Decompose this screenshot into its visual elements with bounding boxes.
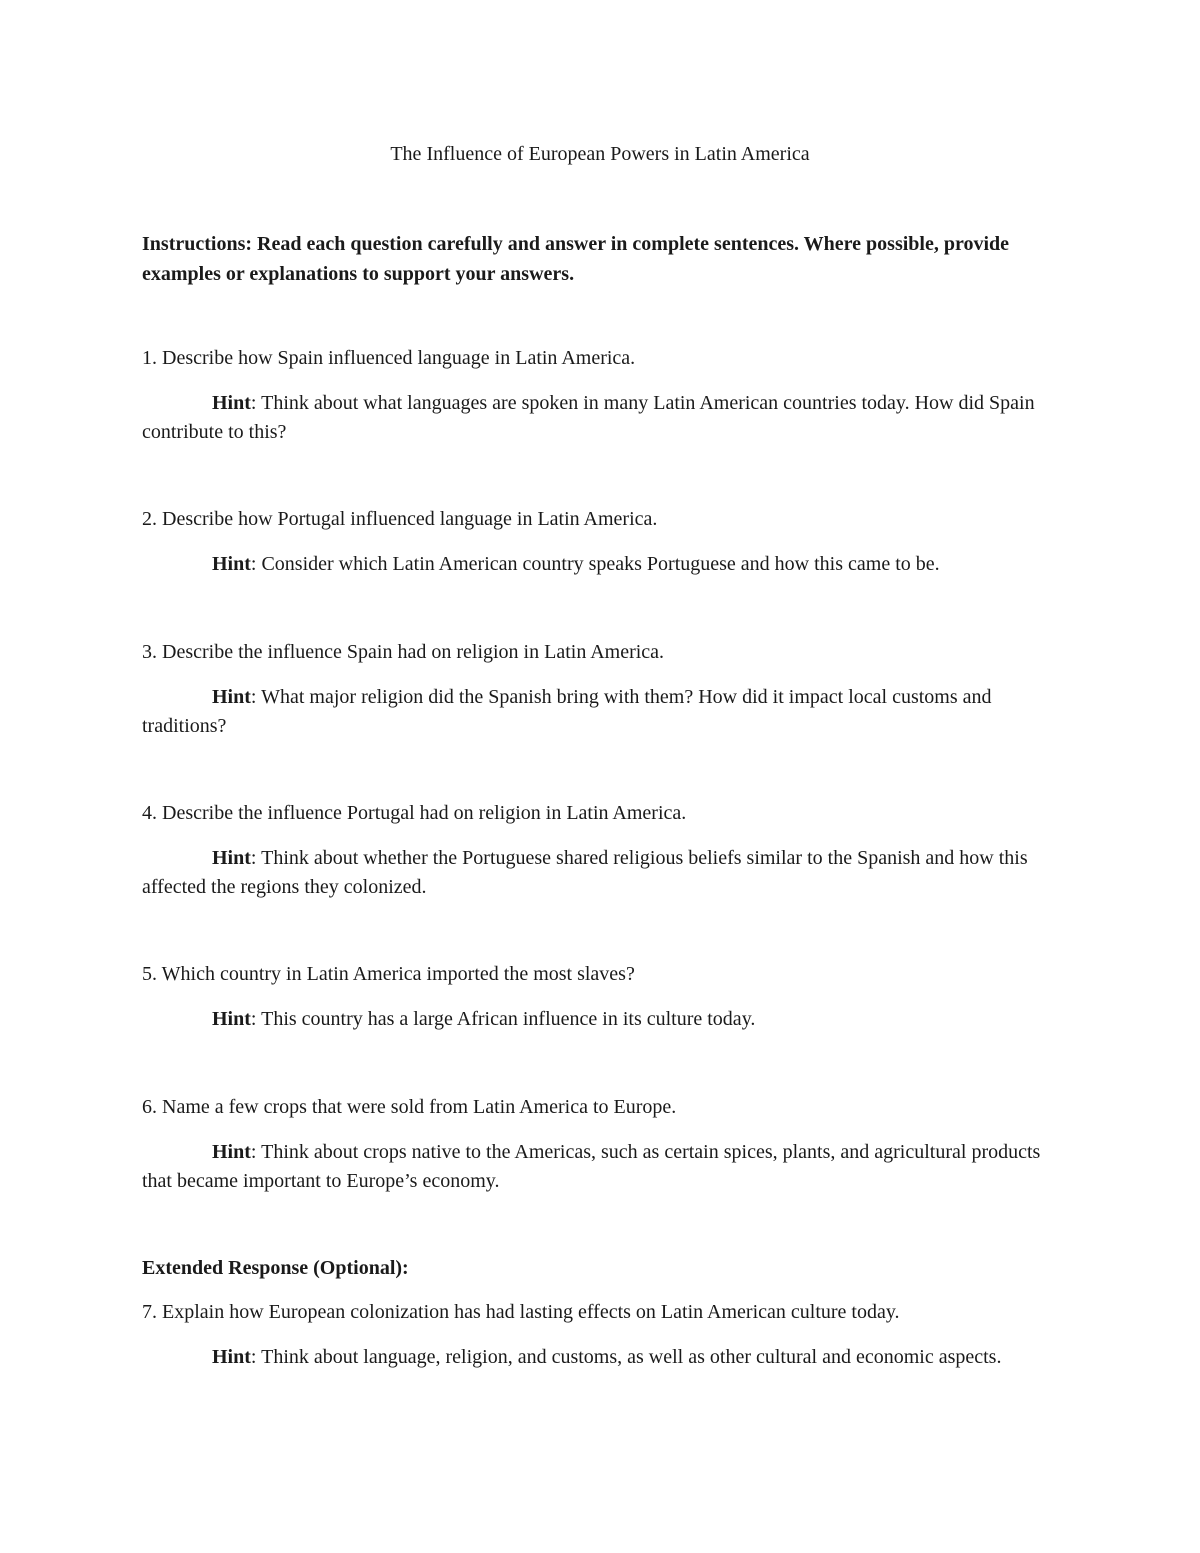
hint-text: [142, 683, 1062, 741]
hint-text: [142, 844, 1062, 902]
question-block-7: [142, 1298, 1062, 1372]
question-text: 4. Describe the influence Portugal had on religion in Latin America.: [142, 802, 687, 824]
question-block-4: [142, 799, 1062, 902]
hint-body: : What major religion did the Spanish bring with them? How did it impact local customs and traditions?: [142, 686, 992, 737]
question-text: 3. Describe the influence Spain had on religion in Latin America.: [142, 641, 665, 663]
hint-text: [142, 550, 1062, 579]
instructions-text: Instructions: Read each question carefully and answer in complete sentences. Where possible, provide examples or explanations to support your answers.: [142, 233, 1010, 285]
hint-body: : Consider which Latin American country speaks Portuguese and how this came to be.: [250, 553, 940, 575]
hint-label: Hint: [212, 686, 251, 708]
question-text: 6. Name a few crops that were sold from Latin America to Europe.: [142, 1096, 677, 1118]
hint-label: Hint: [212, 847, 251, 869]
hint-label: Hint: [212, 553, 251, 575]
hint-body: : Think about crops native to the Americas, such as certain spices, plants, and agricultural products that became important to Europe’s economy.: [142, 1141, 1041, 1192]
question-text: 2. Describe how Portugal influenced language in Latin America.: [142, 508, 658, 530]
hint-body: : This country has a large African influence in its culture today.: [250, 1008, 756, 1030]
question-block-3: [142, 638, 1062, 741]
question-text: 7. Explain how European colonization has had lasting effects on Latin American culture today.: [142, 1301, 900, 1323]
hint-body: : Think about whether the Portuguese shared religious beliefs similar to the Spanish and how this affected the regions they colonized.: [142, 847, 1028, 898]
hint-text: [142, 1005, 1062, 1034]
hint-text: [142, 1343, 1062, 1372]
hint-label: Hint: [212, 1141, 251, 1163]
document-title: The Influence of European Powers in Latin America: [390, 143, 810, 165]
question-block-5: [142, 960, 1062, 1034]
question-block-6: [142, 1093, 1062, 1196]
hint-text: [142, 389, 1062, 447]
question-text: 5. Which country in Latin America imported the most slaves?: [142, 963, 635, 985]
question-text: 1. Describe how Spain influenced language in Latin America.: [142, 347, 636, 369]
question-block-2: [142, 505, 1062, 579]
hint-label: Hint: [212, 1008, 251, 1030]
hint-text: [142, 1138, 1062, 1196]
hint-body: : Think about language, religion, and customs, as well as other cultural and economic aspects.: [250, 1346, 1002, 1368]
hint-label: Hint: [212, 392, 251, 414]
extended-response-heading: Extended Response (Optional):: [142, 1257, 409, 1279]
question-block-1: [142, 344, 1062, 447]
hint-label: Hint: [212, 1346, 251, 1368]
hint-body: : Think about what languages are spoken in many Latin American countries today. How did Spain contribute to this?: [142, 392, 1035, 443]
